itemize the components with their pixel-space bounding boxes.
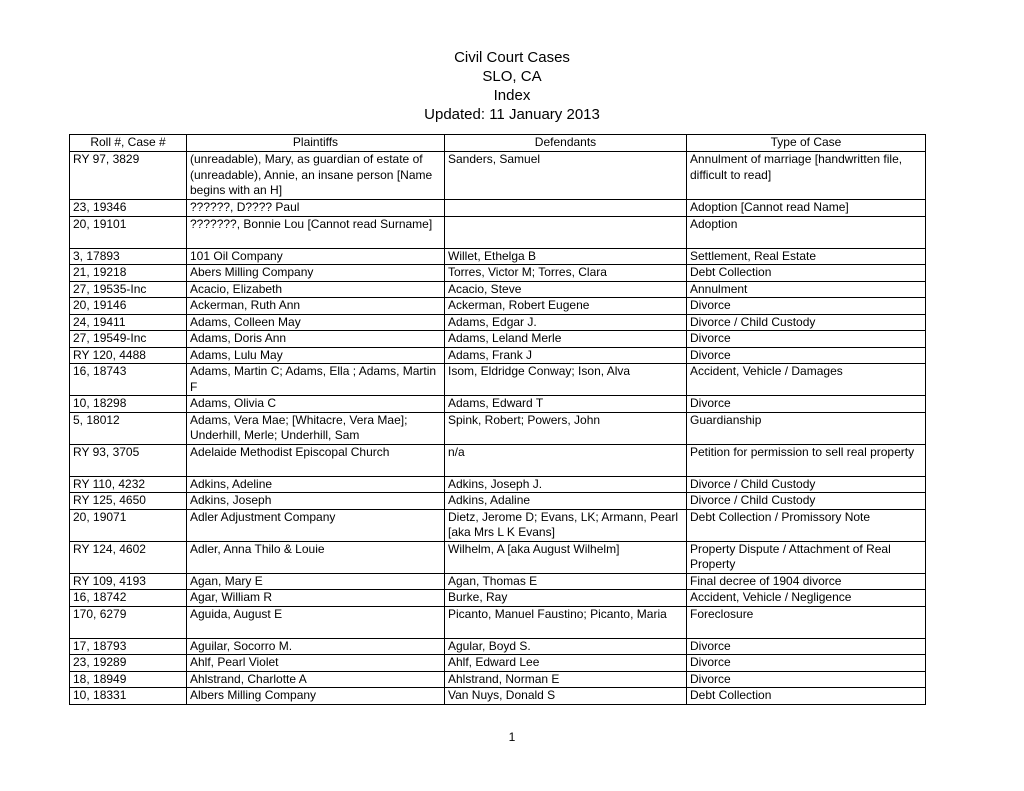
table-row [70, 314, 926, 331]
table-row [70, 590, 926, 607]
cell-type: Divorce [687, 298, 926, 315]
table-header-row [70, 135, 926, 152]
cell-defendants: n/a [445, 444, 687, 476]
cell-plaintiffs: Ahlstrand, Charlotte A [187, 671, 445, 688]
cell-type: Divorce [687, 671, 926, 688]
cell-plaintiffs: Acacio, Elizabeth [187, 281, 445, 298]
cell-plaintiffs: Adams, Olivia C [187, 396, 445, 413]
cell-defendants: Adams, Leland Merle [445, 331, 687, 348]
cell-type: Property Dispute / Attachment of Real Property [687, 541, 926, 573]
table-row [70, 364, 926, 396]
cell-defendants: Agular, Boyd S. [445, 638, 687, 655]
cell-type: Final decree of 1904 divorce [687, 573, 926, 590]
cell-plaintiffs: Abers Milling Company [187, 265, 445, 282]
cell-plaintiffs: Adkins, Adeline [187, 476, 445, 493]
cell-case: 5, 18012 [70, 412, 187, 444]
cell-type: Divorce [687, 655, 926, 672]
cell-plaintiffs: Adams, Martin C; Adams, Ella ; Adams, Martin F [187, 364, 445, 396]
cell-defendants: Adams, Frank J [445, 347, 687, 364]
cell-type: Adoption [687, 216, 926, 248]
cell-case: 16, 18742 [70, 590, 187, 607]
cell-plaintiffs: Adams, Lulu May [187, 347, 445, 364]
table-row [70, 444, 926, 476]
cell-plaintiffs: ??????, D???? Paul [187, 200, 445, 217]
cell-plaintiffs: Agar, William R [187, 590, 445, 607]
table-row [70, 412, 926, 444]
cell-type: Accident, Vehicle / Negligence [687, 590, 926, 607]
cell-defendants: Ahlf, Edward Lee [445, 655, 687, 672]
cell-case: 17, 18793 [70, 638, 187, 655]
table-row [70, 200, 926, 217]
cell-type: Divorce / Child Custody [687, 476, 926, 493]
cell-case: 3, 17893 [70, 248, 187, 265]
cell-plaintiffs: Adler Adjustment Company [187, 509, 445, 541]
cell-type: Debt Collection / Promissory Note [687, 509, 926, 541]
page-number: 1 [508, 730, 516, 744]
cell-case: RY 93, 3705 [70, 444, 187, 476]
document-subtitle: Index [493, 87, 531, 104]
cell-case: RY 124, 4602 [70, 541, 187, 573]
cell-plaintiffs: Agan, Mary E [187, 573, 445, 590]
document-header [0, 48, 1024, 124]
cell-type: Foreclosure [687, 606, 926, 638]
cell-case: 20, 19071 [70, 509, 187, 541]
table-row [70, 541, 926, 573]
table-row [70, 655, 926, 672]
cell-defendants: Adkins, Joseph J. [445, 476, 687, 493]
table-row [70, 638, 926, 655]
cell-defendants [445, 200, 687, 217]
cell-type: Debt Collection [687, 265, 926, 282]
cell-type: Settlement, Real Estate [687, 248, 926, 265]
cell-defendants: Acacio, Steve [445, 281, 687, 298]
table-row [70, 347, 926, 364]
cell-case: 24, 19411 [70, 314, 187, 331]
cell-case: 27, 19535-Inc [70, 281, 187, 298]
cell-case: 10, 18298 [70, 396, 187, 413]
cell-case: 20, 19146 [70, 298, 187, 315]
cell-case: RY 120, 4488 [70, 347, 187, 364]
table-row [70, 493, 926, 510]
column-header-defendants: Defendants [445, 135, 687, 152]
cell-case: 10, 18331 [70, 688, 187, 705]
table-row [70, 331, 926, 348]
cell-plaintiffs: 101 Oil Company [187, 248, 445, 265]
cell-defendants: Dietz, Jerome D; Evans, LK; Armann, Pearl [aka Mrs L K Evans] [445, 509, 687, 541]
cell-plaintiffs: Adams, Vera Mae; [Whitacre, Vera Mae]; Underhill, Merle; Underhill, Sam [187, 412, 445, 444]
cell-case: 21, 19218 [70, 265, 187, 282]
table-row [70, 396, 926, 413]
cell-type: Annulment of marriage [handwritten file, difficult to read] [687, 152, 926, 200]
column-header-case: Roll #, Case # [70, 135, 187, 152]
cell-type: Guardianship [687, 412, 926, 444]
cell-plaintiffs: ???????, Bonnie Lou [Cannot read Surname] [187, 216, 445, 248]
cell-defendants: Torres, Victor M; Torres, Clara [445, 265, 687, 282]
cell-defendants: Agan, Thomas E [445, 573, 687, 590]
table-row [70, 509, 926, 541]
cell-type: Divorce / Child Custody [687, 314, 926, 331]
table-row [70, 573, 926, 590]
cell-defendants: Adams, Edward T [445, 396, 687, 413]
cell-plaintiffs: Adelaide Methodist Episcopal Church [187, 444, 445, 476]
cell-plaintiffs: Adams, Colleen May [187, 314, 445, 331]
cell-plaintiffs: Aguida, August E [187, 606, 445, 638]
cell-defendants [445, 216, 687, 248]
table-row [70, 476, 926, 493]
cell-type: Adoption [Cannot read Name] [687, 200, 926, 217]
cell-case: RY 109, 4193 [70, 573, 187, 590]
table-row [70, 216, 926, 248]
cell-case: 23, 19346 [70, 200, 187, 217]
cell-type: Divorce [687, 638, 926, 655]
case-rows [70, 152, 926, 705]
cell-case: RY 97, 3829 [70, 152, 187, 200]
cell-plaintiffs: Albers Milling Company [187, 688, 445, 705]
cell-type: Petition for permission to sell real property [687, 444, 926, 476]
cell-defendants: Ackerman, Robert Eugene [445, 298, 687, 315]
table-row [70, 606, 926, 638]
table-row [70, 298, 926, 315]
cell-plaintiffs: Adams, Doris Ann [187, 331, 445, 348]
cell-type: Accident, Vehicle / Damages [687, 364, 926, 396]
cell-defendants: Willet, Ethelga B [445, 248, 687, 265]
cell-type: Divorce [687, 347, 926, 364]
table-row [70, 152, 926, 200]
cell-defendants: Wilhelm, A [aka August Wilhelm] [445, 541, 687, 573]
table-row [70, 281, 926, 298]
cell-case: RY 110, 4232 [70, 476, 187, 493]
cell-type: Divorce [687, 331, 926, 348]
cell-type: Divorce [687, 396, 926, 413]
table-row [70, 248, 926, 265]
case-index-table [69, 134, 926, 705]
cell-defendants: Ahlstrand, Norman E [445, 671, 687, 688]
document-updated-date: Updated: 11 January 2013 [424, 106, 600, 123]
cell-defendants: Van Nuys, Donald S [445, 688, 687, 705]
cell-defendants: Burke, Ray [445, 590, 687, 607]
cell-case: 18, 18949 [70, 671, 187, 688]
cell-plaintiffs: Adkins, Joseph [187, 493, 445, 510]
cell-defendants: Adams, Edgar J. [445, 314, 687, 331]
cell-case: RY 125, 4650 [70, 493, 187, 510]
cell-case: 27, 19549-Inc [70, 331, 187, 348]
table-row [70, 671, 926, 688]
cell-plaintiffs: Ackerman, Ruth Ann [187, 298, 445, 315]
document-location: SLO, CA [482, 68, 542, 85]
cell-case: 20, 19101 [70, 216, 187, 248]
cell-defendants: Picanto, Manuel Faustino; Picanto, Maria [445, 606, 687, 638]
cell-case: 23, 19289 [70, 655, 187, 672]
cell-defendants: Adkins, Adaline [445, 493, 687, 510]
document-title: Civil Court Cases [454, 49, 570, 66]
cell-plaintiffs: Aguilar, Socorro M. [187, 638, 445, 655]
cell-defendants: Isom, Eldridge Conway; Ison, Alva [445, 364, 687, 396]
cell-defendants: Sanders, Samuel [445, 152, 687, 200]
cell-type: Divorce / Child Custody [687, 493, 926, 510]
cell-plaintiffs: Ahlf, Pearl Violet [187, 655, 445, 672]
cell-type: Annulment [687, 281, 926, 298]
cell-case: 16, 18743 [70, 364, 187, 396]
column-header-plaintiffs: Plaintiffs [187, 135, 445, 152]
cell-plaintiffs: Adler, Anna Thilo & Louie [187, 541, 445, 573]
cell-type: Debt Collection [687, 688, 926, 705]
column-header-type: Type of Case [687, 135, 926, 152]
table-row [70, 265, 926, 282]
cell-defendants: Spink, Robert; Powers, John [445, 412, 687, 444]
cell-case: 170, 6279 [70, 606, 187, 638]
table-row [70, 688, 926, 705]
cell-plaintiffs: (unreadable), Mary, as guardian of estate of (unreadable), Annie, an insane person [Name begins with an H] [187, 152, 445, 200]
